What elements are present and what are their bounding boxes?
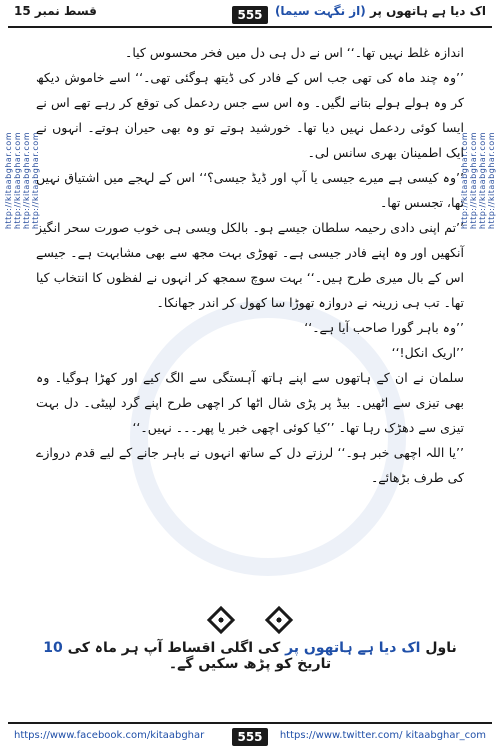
book-title xyxy=(275,4,486,18)
notice-prefix: ناول xyxy=(425,640,457,656)
url-text: http://kitaabghar.com xyxy=(22,132,31,230)
url-text: http://kitaabghar.com xyxy=(469,132,478,230)
header-divider xyxy=(8,26,492,28)
page-header xyxy=(0,0,500,34)
section-ornament xyxy=(0,610,500,634)
url-text: http://kitaabghar.com xyxy=(487,132,496,230)
paragraph: ’’وہ کیسی ہے میرے جیسی یا آپ اور ڈیڈ جیسی؟‘‘ اس کے لہجے میں اشتیاق نہیں تھا، تجسس تھا۔ xyxy=(36,170,464,210)
notice-middle: کی اگلی اقساط آپ ہر ماہ کی xyxy=(67,640,281,656)
paragraph: سلمان نے ان کے ہاتھوں سے اپنے ہاتھ آہستگی سے الگ کیے اور کھڑا ہوگیا۔ وہ بھی تیزی سے اٹھیں۔ بیڈ پر پڑی شال اٹھا کر اچھی طرح اپنے گرد لپیٹی۔ دل بہت تیزی سے دھڑک رہا تھا۔ ’’کیا کوئی اچھی خبر یا پھر۔۔۔ نہیں۔‘‘ xyxy=(36,370,464,435)
side-url-left xyxy=(4,60,40,229)
url-text: http://kitaabghar.com xyxy=(478,132,487,230)
url-text: http://kitaabghar.com xyxy=(31,132,40,230)
story-body xyxy=(36,40,464,490)
title-text: اک دیا ہے ہاتھوں پر xyxy=(369,4,486,18)
paragraph: اندازہ غلط نہیں تھا۔‘‘ اس نے دل ہی دل میں فخر محسوس کیا۔ xyxy=(125,45,464,60)
next-episode-notice xyxy=(30,640,470,672)
episode-label: قسط نمبر 15 xyxy=(14,4,97,18)
paragraph: ’’اریک انکل!‘‘ xyxy=(391,345,464,360)
footer-divider xyxy=(8,722,492,724)
notice-suffix: تاریخ کو پڑھ سکیں گے۔ xyxy=(168,656,332,672)
author-text: (از نگہت سیما) xyxy=(274,4,366,18)
paragraph: ’’وہ باہر گورا صاحب آیا ہے۔‘‘ xyxy=(304,320,464,335)
facebook-link[interactable]: https://www.facebook.com/kitaabghar xyxy=(14,730,205,741)
paragraph: ’’تم اپنی دادی رحیمہ سلطان جیسے ہو۔ بالکل ویسی ہی خوب صورت سحر انگیز آنکھیں اور وہ اپنے فادر جیسی ہے۔ تھوڑی بہت مجھ سے بھی مشابہت ہے۔ جیسے اس کے بال میری طرح ہیں۔‘‘ بہت سوچ سمجھ کر انہوں نے لفظوں کا انتخاب کیا تھا۔ تب ہی زرینہ نے دروازہ تھوڑا سا کھول کر اندر جھانکا۔ xyxy=(36,220,464,310)
paragraph: ’’یا اللہ اچھی خبر ہو۔‘‘ لرزتے دل کے ساتھ انہوں نے باہر جانے کے لیے قدم دروازے کی طرف بڑھائے۔ xyxy=(36,445,464,485)
notice-date: 10 xyxy=(43,640,63,656)
url-text: http://kitaabghar.com xyxy=(460,132,469,230)
twitter-link[interactable]: https://www.twitter.com/ kitaabghar_com xyxy=(279,730,486,741)
ornament-icon xyxy=(264,606,292,634)
notice-novel-title: اک دیا ہے ہاتھوں پر xyxy=(285,640,421,656)
header-page-number: 555 xyxy=(232,6,268,24)
footer-page-number: 555 xyxy=(232,728,268,746)
paragraph: ’’وہ چند ماہ کی تھی جب اس کے فادر کی ڈیتھ ہوگئی تھی۔‘‘ اسے خاموش دیکھ کر وہ ہولے ہولے بتانے لگیں۔ وہ اس سے جس ردعمل کی توقع کر رہے تھے اس نے ایسا کوئی ردعمل نہیں دیا تھا۔ خورشید ہوتے تو وہ بھی حیران ہوتے۔ انہوں نے ایک اطمینان بھری سانس لی۔ xyxy=(36,70,464,160)
page-footer xyxy=(0,718,500,750)
url-text: http://kitaabghar.com xyxy=(13,132,22,230)
url-text: http://kitaabghar.com xyxy=(4,132,13,230)
ornament-icon xyxy=(207,606,235,634)
side-url-right xyxy=(460,60,496,229)
